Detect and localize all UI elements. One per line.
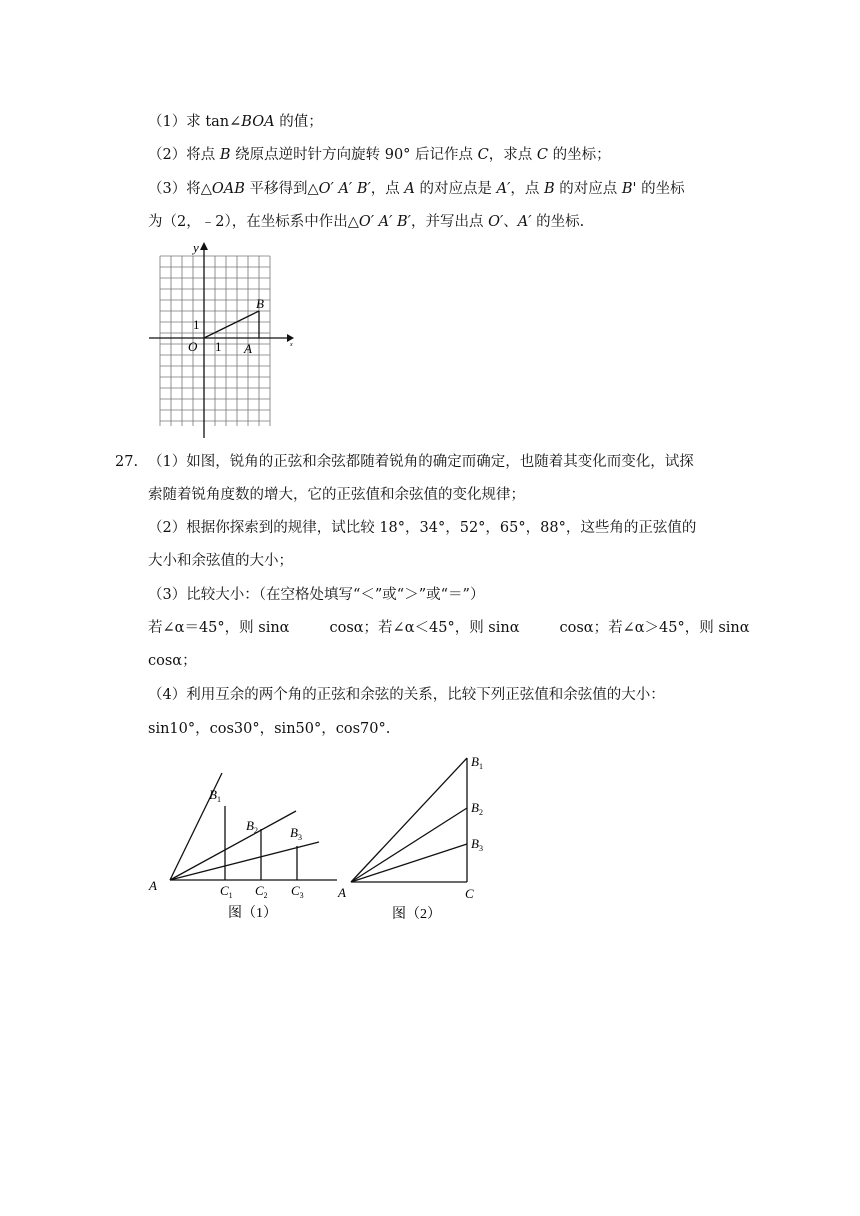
unit-y-label: 1: [193, 317, 200, 332]
fig1-B3-label: $B_3$: [290, 825, 302, 842]
fig1-C1-label: $C_1$: [220, 883, 233, 900]
fig1-A-label: A: [149, 878, 157, 893]
fig2-B2-label: $B_2$: [471, 800, 483, 817]
y-axis-arrow-icon: [200, 242, 208, 250]
q26-part3: （3）将△OAB 平移得到△O′ A′ B′，点 A 的对应点是 A′，点 B 的对应点 B' 的坐标: [148, 181, 685, 197]
figure-1: [145, 765, 340, 925]
q27-line2: 索随着锐角度数的增大，它的正弦值和余弦值的变化规律；: [148, 487, 525, 503]
y-axis-label: y: [193, 240, 199, 255]
q27-line3: （2）根据你探索到的规律，试比较 18°，34°，52°，65°，88°，这些角的正弦值的: [148, 520, 697, 536]
coordinate-grid-figure: [145, 238, 295, 440]
figure-2: [335, 752, 495, 927]
unit-x-label: 1: [215, 339, 222, 354]
fig1-C2-label: $C_2$: [255, 883, 268, 900]
point-B-label: B: [256, 296, 264, 311]
fig1-ray-2: [170, 811, 296, 880]
q27-line6: 若∠α＝45°，则 sinα cosα；若∠α＜45°，则 sinα cosα；若∠α＞45°，则 sinα: [148, 620, 750, 636]
q27-line8: （4）利用互余的两个角的正弦和余弦的关系，比较下列正弦值和余弦值的大小：: [148, 687, 665, 703]
fig1-B2-label: $B_2$: [246, 818, 258, 835]
q26-part1: （1）求 tan∠BOA 的值；: [148, 114, 323, 130]
q26-part3-cont: 为（2，﹣2），在坐标系中作出△O′ A′ B′，并写出点 O′、A′ 的坐标.: [148, 214, 585, 230]
q27-line5: （3）比较大小：（在空格处填写“＜”或“＞”或“＝”）: [148, 587, 485, 603]
fig2-A-label: A: [338, 885, 346, 900]
fig2-caption: 图（2）: [392, 907, 441, 922]
fig2-B1-label: $B_1$: [471, 754, 483, 771]
q27-line4: 大小和余弦值的大小；: [148, 553, 293, 569]
origin-label: O: [188, 339, 198, 354]
point-A-label: A: [244, 341, 252, 356]
fig1-caption: 图（1）: [228, 906, 277, 921]
segment-OB: [204, 311, 259, 338]
x-axis-arrow-icon: [287, 334, 294, 342]
fig2-B3-label: $B_3$: [471, 836, 483, 853]
x-axis-label: x: [290, 342, 293, 348]
fig1-B1-label: $B_1$: [209, 787, 221, 804]
fig1-C3-label: $C_3$: [291, 883, 304, 900]
q27-line1: （1）如图，锐角的正弦和余弦都随着锐角的确定而确定，也随着其变化而变化，试探: [148, 454, 694, 470]
q27-line7: cosα；: [148, 653, 197, 669]
q27-line9: sin10°，cos30°，sin50°，cos70°.: [148, 721, 391, 737]
q27-number: 27.: [115, 454, 139, 470]
q26-part2: （2）将点 B 绕原点逆时针方向旋转 90° 后记作点 C，求点 C 的坐标；: [148, 147, 611, 163]
fig2-C-label: C: [465, 886, 474, 901]
